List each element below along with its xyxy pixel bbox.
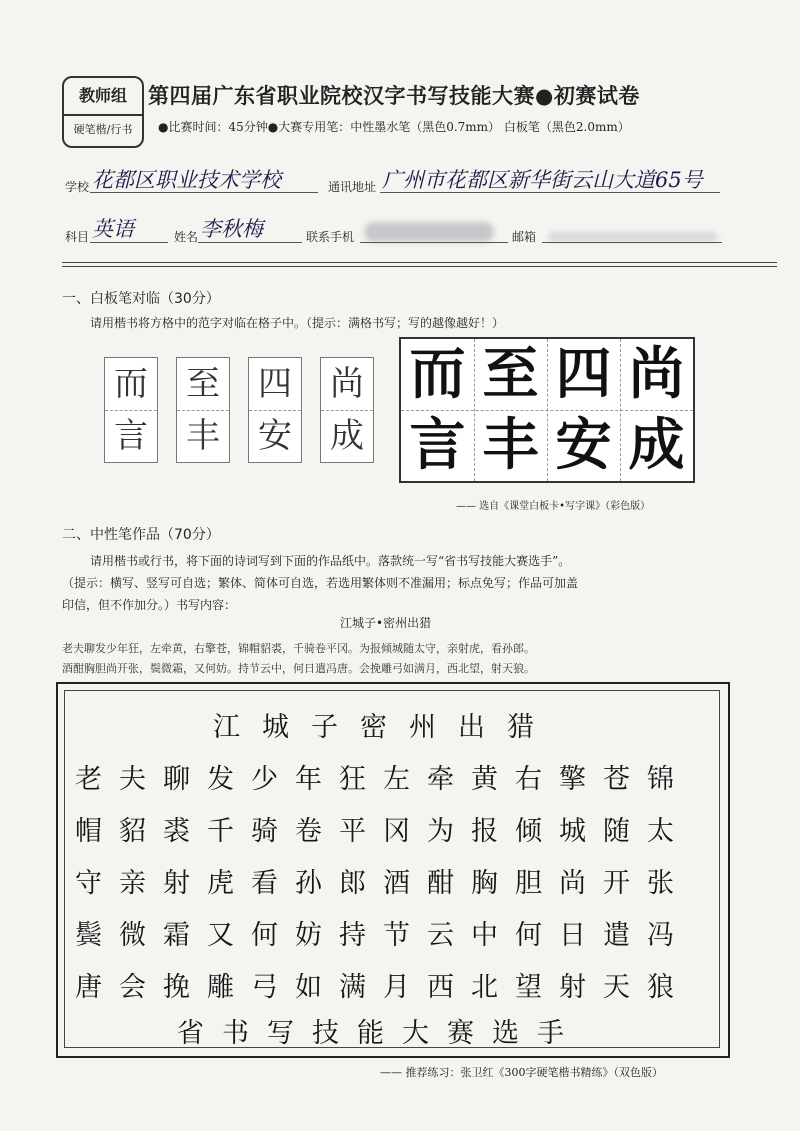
school-label: 学校 bbox=[65, 180, 90, 194]
section2-instruction-1: 请用楷书或行书，将下面的诗词写到下面的作品纸中。落款统一写“省书写技能大赛选手”。 bbox=[90, 554, 571, 568]
model-char: 至 bbox=[482, 342, 539, 407]
subject-value: 英语 bbox=[92, 217, 134, 241]
copy-cell-2 bbox=[176, 357, 230, 463]
category-badge bbox=[62, 76, 144, 148]
header-rule-thin bbox=[62, 266, 777, 267]
artwork-line-3: 守亲射虎看孙郎酒酣胸胆尚开张 bbox=[75, 868, 691, 899]
copy-cell-1 bbox=[104, 357, 158, 463]
phone-redacted bbox=[364, 222, 494, 242]
email-redacted bbox=[548, 232, 718, 242]
badge-style: 硬笔楷/行书 bbox=[73, 123, 133, 136]
footer-credit: —— 推荐练习：张卫红《300字硬笔楷书精练》（双色版） bbox=[380, 1066, 663, 1079]
model-char: 尚 bbox=[628, 342, 685, 407]
artwork-frame-inner bbox=[64, 690, 720, 1048]
name-underline bbox=[198, 242, 302, 243]
copy-char: 言 bbox=[114, 416, 148, 456]
name-label: 姓名 bbox=[174, 230, 199, 244]
copy-char: 安 bbox=[258, 416, 292, 456]
badge-category: 教师组 bbox=[64, 78, 142, 116]
section2-instruction-3: 印信，但不作加分。）书写内容： bbox=[62, 598, 237, 612]
section2-title: 二、中性笔作品（70分） bbox=[62, 527, 220, 543]
copy-char: 四 bbox=[258, 364, 292, 404]
section2-instruction-2: （提示：横写、竖写可自选；繁体、简体可自选，若选用繁体则不准漏用；标点免写；作品可加盖 bbox=[62, 576, 579, 590]
model-char: 成 bbox=[628, 413, 685, 478]
email-underline bbox=[542, 242, 722, 243]
artwork-title: 江城子密州出猎 bbox=[213, 712, 556, 743]
address-label: 通讯地址 bbox=[328, 180, 377, 194]
school-value: 花都区职业技术学校 bbox=[92, 168, 281, 192]
subject-underline bbox=[90, 242, 168, 243]
exam-info: ●比赛时间：45分钟●大赛专用笔：中性墨水笔（黑色0.7mm） 白板笔（黑色2.0mm） bbox=[158, 120, 630, 134]
copy-char: 至 bbox=[186, 364, 220, 404]
poem-line-2: 酒酣胸胆尚开张，鬓微霜，又何妨。持节云中，何日遣冯唐。会挽雕弓如满月，西北望，射天狼。 bbox=[62, 662, 535, 675]
artwork-signature: 省书写技能大赛选手 bbox=[177, 1018, 582, 1049]
artwork-line-4: 鬓微霜又何妨持节云中何日遣冯 bbox=[75, 920, 691, 951]
name-value: 李秋梅 bbox=[200, 217, 263, 241]
section1-credit: —— 选自《课堂白板卡•写字课》（彩色版） bbox=[456, 501, 651, 512]
model-char: 安 bbox=[555, 413, 612, 478]
copy-char: 尚 bbox=[330, 364, 364, 404]
artwork-line-2: 帽貂裘千骑卷平冈为报倾城随太 bbox=[75, 816, 691, 847]
artwork-line-1: 老夫聊发少年狂左牵黄右擎苍锦 bbox=[75, 764, 691, 795]
school-underline bbox=[90, 192, 318, 193]
model-character-grid bbox=[399, 337, 695, 483]
model-char: 而 bbox=[409, 342, 466, 407]
phone-label: 联系手机 bbox=[306, 230, 355, 244]
copy-cell-3 bbox=[248, 357, 302, 463]
model-char: 丰 bbox=[482, 413, 539, 478]
model-char: 四 bbox=[555, 342, 612, 407]
copy-char: 而 bbox=[114, 364, 148, 404]
copy-char: 成 bbox=[330, 416, 364, 456]
page-title: 第四届广东省职业院校汉字书写技能大赛●初赛试卷 bbox=[148, 84, 640, 108]
copy-cell-4 bbox=[320, 357, 374, 463]
email-label: 邮箱 bbox=[512, 230, 537, 244]
address-value: 广州市花都区新华街云山大道65号 bbox=[382, 168, 703, 192]
header-rule bbox=[62, 262, 777, 263]
poem-line-1: 老夫聊发少年狂，左牵黄，右擎苍，锦帽貂裘，千骑卷平冈。为报倾城随太守，亲射虎，看孙郎。 bbox=[62, 642, 535, 655]
section1-title: 一、白板笔对临（30分） bbox=[62, 291, 220, 307]
artwork-line-5: 唐会挽雕弓如满月西北望射天狼 bbox=[75, 972, 691, 1003]
copy-char: 丰 bbox=[186, 416, 220, 456]
poem-title: 江城子•密州出猎 bbox=[340, 616, 432, 630]
address-underline bbox=[380, 192, 720, 193]
phone-underline bbox=[360, 242, 508, 243]
section1-instruction: 请用楷书将方格中的范字对临在格子中。（提示：满格书写；写的越像越好！） bbox=[90, 316, 505, 330]
model-char: 言 bbox=[409, 413, 466, 478]
subject-label: 科目 bbox=[65, 230, 90, 244]
